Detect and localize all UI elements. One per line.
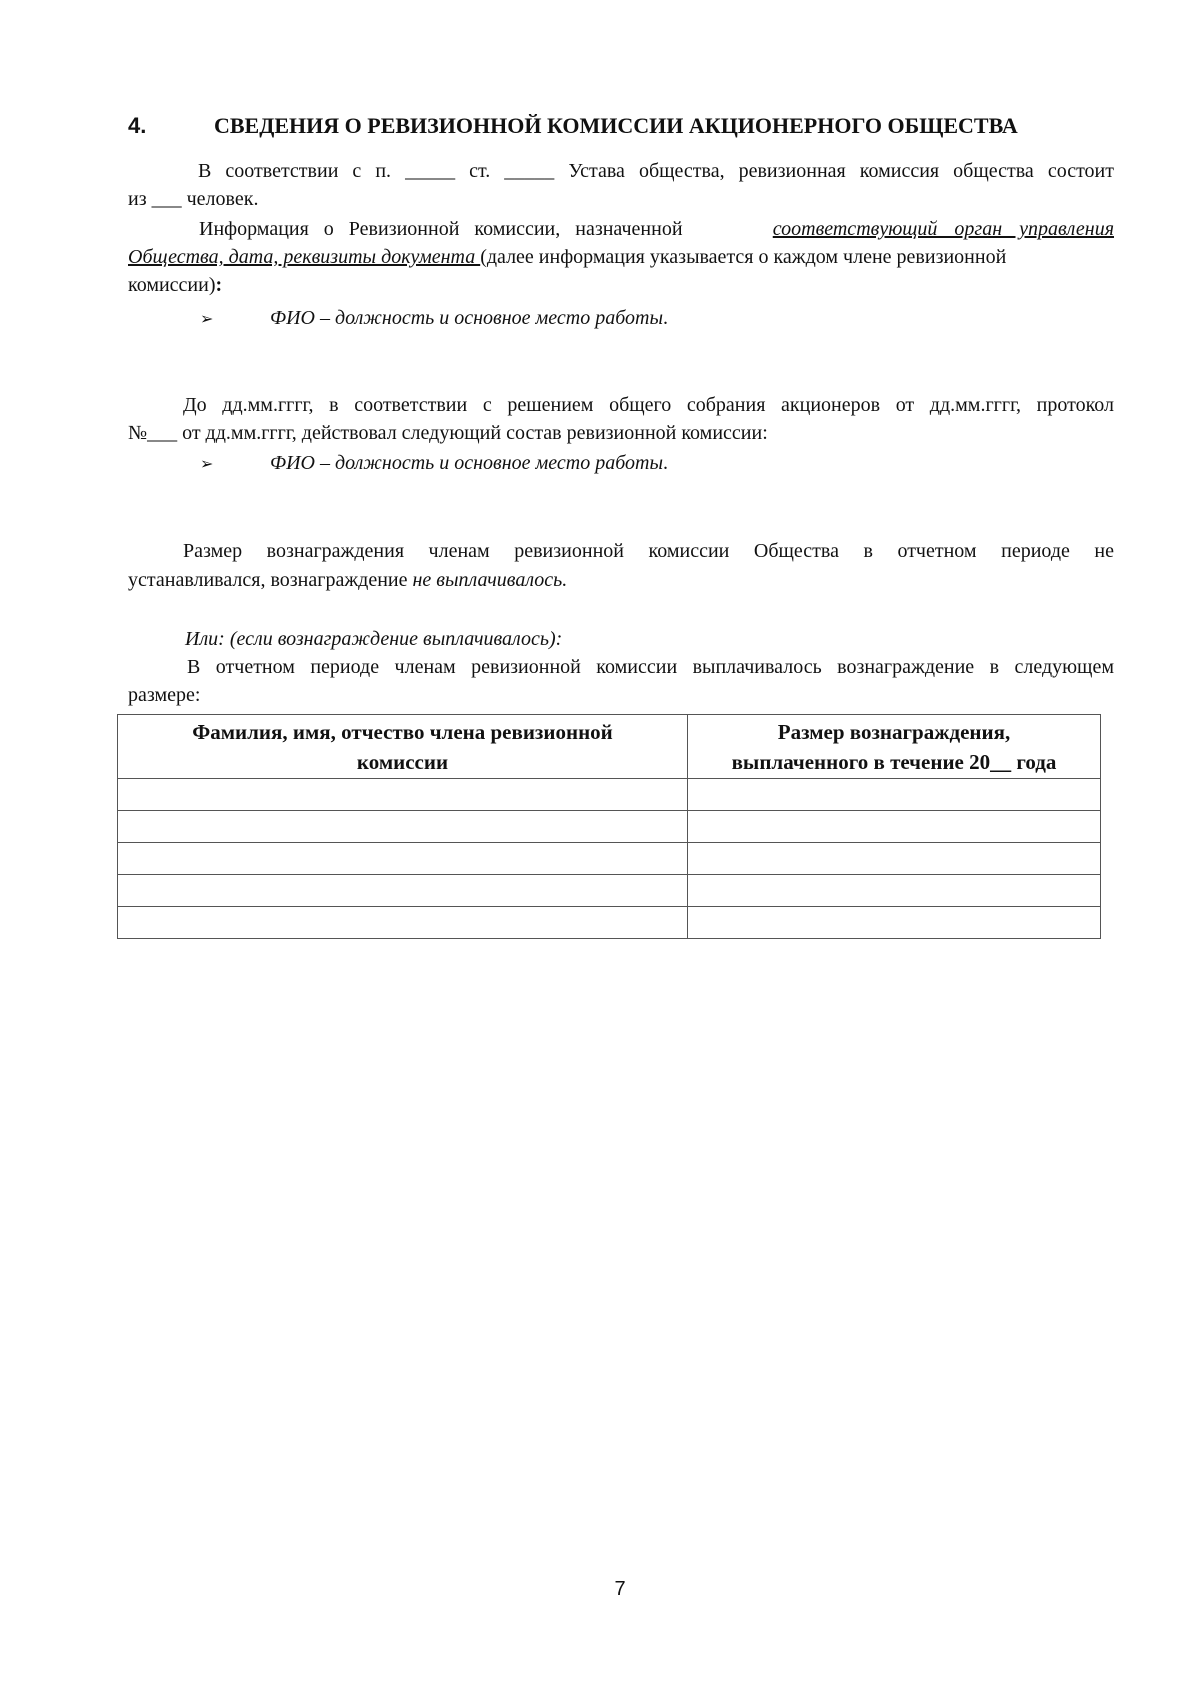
table-cell-amount[interactable] <box>688 811 1101 843</box>
paragraph-1-line-1 <box>128 157 1114 185</box>
alternative-line-2: размере: <box>128 684 201 706</box>
paragraph-2-line-2-text: (далее информация указывается о каждом члене ревизионной <box>480 246 1007 268</box>
table-row <box>118 779 1101 811</box>
bullet-arrow-icon: ➢ <box>200 309 214 328</box>
bullet-arrow-icon: ➢ <box>200 454 214 473</box>
table-header-amount-line-1: Размер вознаграждения, <box>777 719 1011 744</box>
paragraph-4-line-2 <box>128 566 567 594</box>
page-number: 7 <box>614 1578 626 1600</box>
paragraph-2-line-2 <box>128 243 1114 271</box>
table-cell-amount[interactable] <box>688 779 1101 811</box>
table-row <box>118 811 1101 843</box>
table-row <box>118 875 1101 907</box>
paragraph-4-line-2-text: устанавливался, вознаграждение <box>128 569 413 591</box>
table-row <box>118 843 1101 875</box>
paragraph-3-line-1-text: До дд.мм.гггг, в соответствии с решением общего собрания акционеров от дд.мм.гггг, протокол <box>183 394 1114 416</box>
table-header-amount <box>688 715 1101 779</box>
paragraph-2-line-1 <box>199 215 1114 243</box>
table-cell-name[interactable] <box>118 907 688 939</box>
table-header-amount-line-2: выплаченного в течение 20__ года <box>731 749 1057 774</box>
alternative-note: Или: (если вознаграждение выплачивалось): <box>185 628 563 650</box>
bullet-2-end: . <box>663 452 669 474</box>
bullet-item-2 <box>200 449 213 478</box>
paragraph-4-line-2-italic: не выплачивалось. <box>412 569 568 591</box>
paragraph-4-line-1 <box>183 537 1114 565</box>
section-title: СВЕДЕНИЯ О РЕВИЗИОННОЙ КОМИССИИ АКЦИОНЕРНОГО ОБЩЕСТВА <box>214 113 1018 138</box>
paragraph-2-line-1-italic: соответствующий орган управления <box>772 218 1114 240</box>
table-cell-amount[interactable] <box>688 843 1101 875</box>
bullet-item-1 <box>200 304 213 333</box>
table-header-name-line-1: Фамилия, имя, отчество члена ревизионной <box>192 719 613 744</box>
table-header-name <box>118 715 688 779</box>
bullet-item-2-text <box>270 449 668 477</box>
paragraph-3-line-2: №___ от дд.мм.гггг, действовал следующий состав ревизионной комиссии: <box>128 422 768 444</box>
table-cell-name[interactable] <box>118 843 688 875</box>
section-heading <box>128 112 1118 140</box>
table-cell-name[interactable] <box>118 875 688 907</box>
table-cell-amount[interactable] <box>688 875 1101 907</box>
table-body <box>118 779 1101 939</box>
paragraph-2-line-3 <box>128 271 222 299</box>
table-cell-name[interactable] <box>118 811 688 843</box>
table-cell-amount[interactable] <box>688 907 1101 939</box>
paragraph-2-line-3-colon: : <box>215 274 223 296</box>
bullet-item-1-text <box>270 304 668 332</box>
table-header-name-line-2: комиссии <box>356 749 449 774</box>
paragraph-3-line-1 <box>183 391 1114 419</box>
paragraph-2-line-2-italic: Общества, дата, реквизиты документа <box>128 246 481 268</box>
alternative-line-1-text: В отчетном периоде членам ревизионной комиссии выплачивалось вознаграждение в следующем <box>187 656 1114 678</box>
section-number: 4. <box>128 113 147 138</box>
table-header-row <box>118 715 1101 779</box>
paragraph-1-line-1-text: В соответствии с п. _____ ст. _____ Устава общества, ревизионная комиссия общества состоит <box>198 160 1114 182</box>
paragraph-2-line-3-text: комиссии) <box>128 274 216 296</box>
remuneration-table <box>117 714 1101 939</box>
paragraph-1-line-2: из ___ человек. <box>128 188 259 210</box>
bullet-2-italic-text: ФИО – должность и основное место работы <box>270 452 664 474</box>
bullet-1-italic-text: ФИО – должность и основное место работы <box>270 307 664 329</box>
paragraph-4-line-1-text: Размер вознаграждения членам ревизионной комиссии Общества в отчетном периоде не <box>183 540 1114 562</box>
bullet-1-end: . <box>663 307 669 329</box>
alternative-line-1 <box>187 653 1114 681</box>
paragraph-2-line-1-text: Информация о Ревизионной комиссии, назначенной <box>199 218 683 240</box>
table-cell-name[interactable] <box>118 779 688 811</box>
table-row <box>118 907 1101 939</box>
